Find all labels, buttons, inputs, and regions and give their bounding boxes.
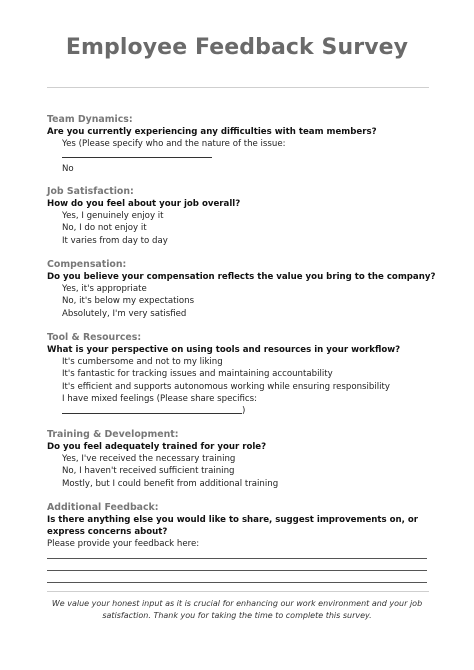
option-3[interactable] xyxy=(47,381,437,393)
question: Is there anything else you would like to share, suggest improvements on, or express concerns about? xyxy=(47,515,419,537)
feedback-line-3[interactable] xyxy=(47,582,427,583)
option-1[interactable] xyxy=(47,356,437,368)
feedback-prompt: Please provide your feedback here: xyxy=(47,539,200,549)
fill-in-row xyxy=(47,150,437,162)
option-label: It varies from day to day xyxy=(62,235,168,246)
footer-divider xyxy=(47,591,429,592)
option-yes[interactable] xyxy=(47,138,437,150)
option-1[interactable] xyxy=(47,453,437,465)
feedback-line-2[interactable] xyxy=(47,570,427,571)
closing-note: We value your honest input as it is crucial for enhancing our work environment and your job satisfaction. Thank you for taking the time to complete this survey. xyxy=(51,599,423,620)
option-label: No, it's below my expectations xyxy=(62,296,195,307)
option-label: Absolutely, I'm very satisfied xyxy=(62,308,187,319)
option-label: Yes, I genuinely enjoy it xyxy=(62,211,164,221)
page-title: Employee Feedback Survey xyxy=(65,35,409,60)
option-2[interactable] xyxy=(47,222,437,234)
option-2[interactable] xyxy=(47,465,437,477)
option-label: It's efficient and supports autonomous working while ensuring responsibility xyxy=(62,381,390,392)
option-label: I have mixed feelings (Please share specifics: xyxy=(62,394,257,405)
option-3[interactable] xyxy=(47,308,437,320)
section-additional-feedback xyxy=(47,502,437,550)
fill-in-line[interactable] xyxy=(62,157,212,158)
section-heading: Additional Feedback: xyxy=(47,502,159,513)
question: Do you believe your compensation reflects the value you bring to the company? xyxy=(47,272,436,282)
closing-paren: ) xyxy=(242,405,246,416)
question: What is your perspective on using tools and resources in your workflow? xyxy=(47,345,401,355)
option-label: It's cumbersome and not to my liking xyxy=(62,357,223,367)
section-heading: Tool & Resources: xyxy=(47,332,142,343)
section-tools-resources xyxy=(47,332,437,418)
option-1[interactable] xyxy=(47,283,437,295)
option-3[interactable] xyxy=(47,478,437,490)
section-compensation xyxy=(47,259,437,320)
fill-in-line[interactable] xyxy=(62,413,242,414)
option-4[interactable] xyxy=(47,393,437,405)
option-2[interactable] xyxy=(47,368,437,380)
section-heading: Training & Development: xyxy=(47,429,179,440)
section-heading: Job Satisfaction: xyxy=(47,186,134,197)
option-label: Mostly, but I could benefit from additional training xyxy=(62,478,279,489)
option-label: No, I do not enjoy it xyxy=(62,223,147,234)
option-no[interactable] xyxy=(47,163,437,175)
question: Do you feel adequately trained for your role? xyxy=(47,442,267,452)
section-heading: Compensation: xyxy=(47,259,127,270)
option-label: It's fantastic for tracking issues and maintaining accountability xyxy=(62,369,333,380)
option-label: Yes, it's appropriate xyxy=(62,284,147,294)
option-label: Yes, I've received the necessary training xyxy=(62,454,236,464)
option-label: Yes (Please specify who and the nature of the issue: xyxy=(62,139,286,149)
option-1[interactable] xyxy=(47,210,437,222)
question: How do you feel about your job overall? xyxy=(47,199,241,209)
section-training-development xyxy=(47,429,437,490)
section-team-dynamics xyxy=(47,114,437,175)
section-job-satisfaction xyxy=(47,186,437,247)
option-label: No, I haven't received sufficient training xyxy=(62,466,235,477)
feedback-line-1[interactable] xyxy=(47,558,427,559)
fill-in-row xyxy=(47,406,437,418)
section-heading: Team Dynamics: xyxy=(47,114,133,125)
question: Are you currently experiencing any difficulties with team members? xyxy=(47,127,377,137)
option-2[interactable] xyxy=(47,295,437,307)
title-divider xyxy=(47,87,429,88)
option-3[interactable] xyxy=(47,235,437,247)
option-label: No xyxy=(62,163,74,174)
